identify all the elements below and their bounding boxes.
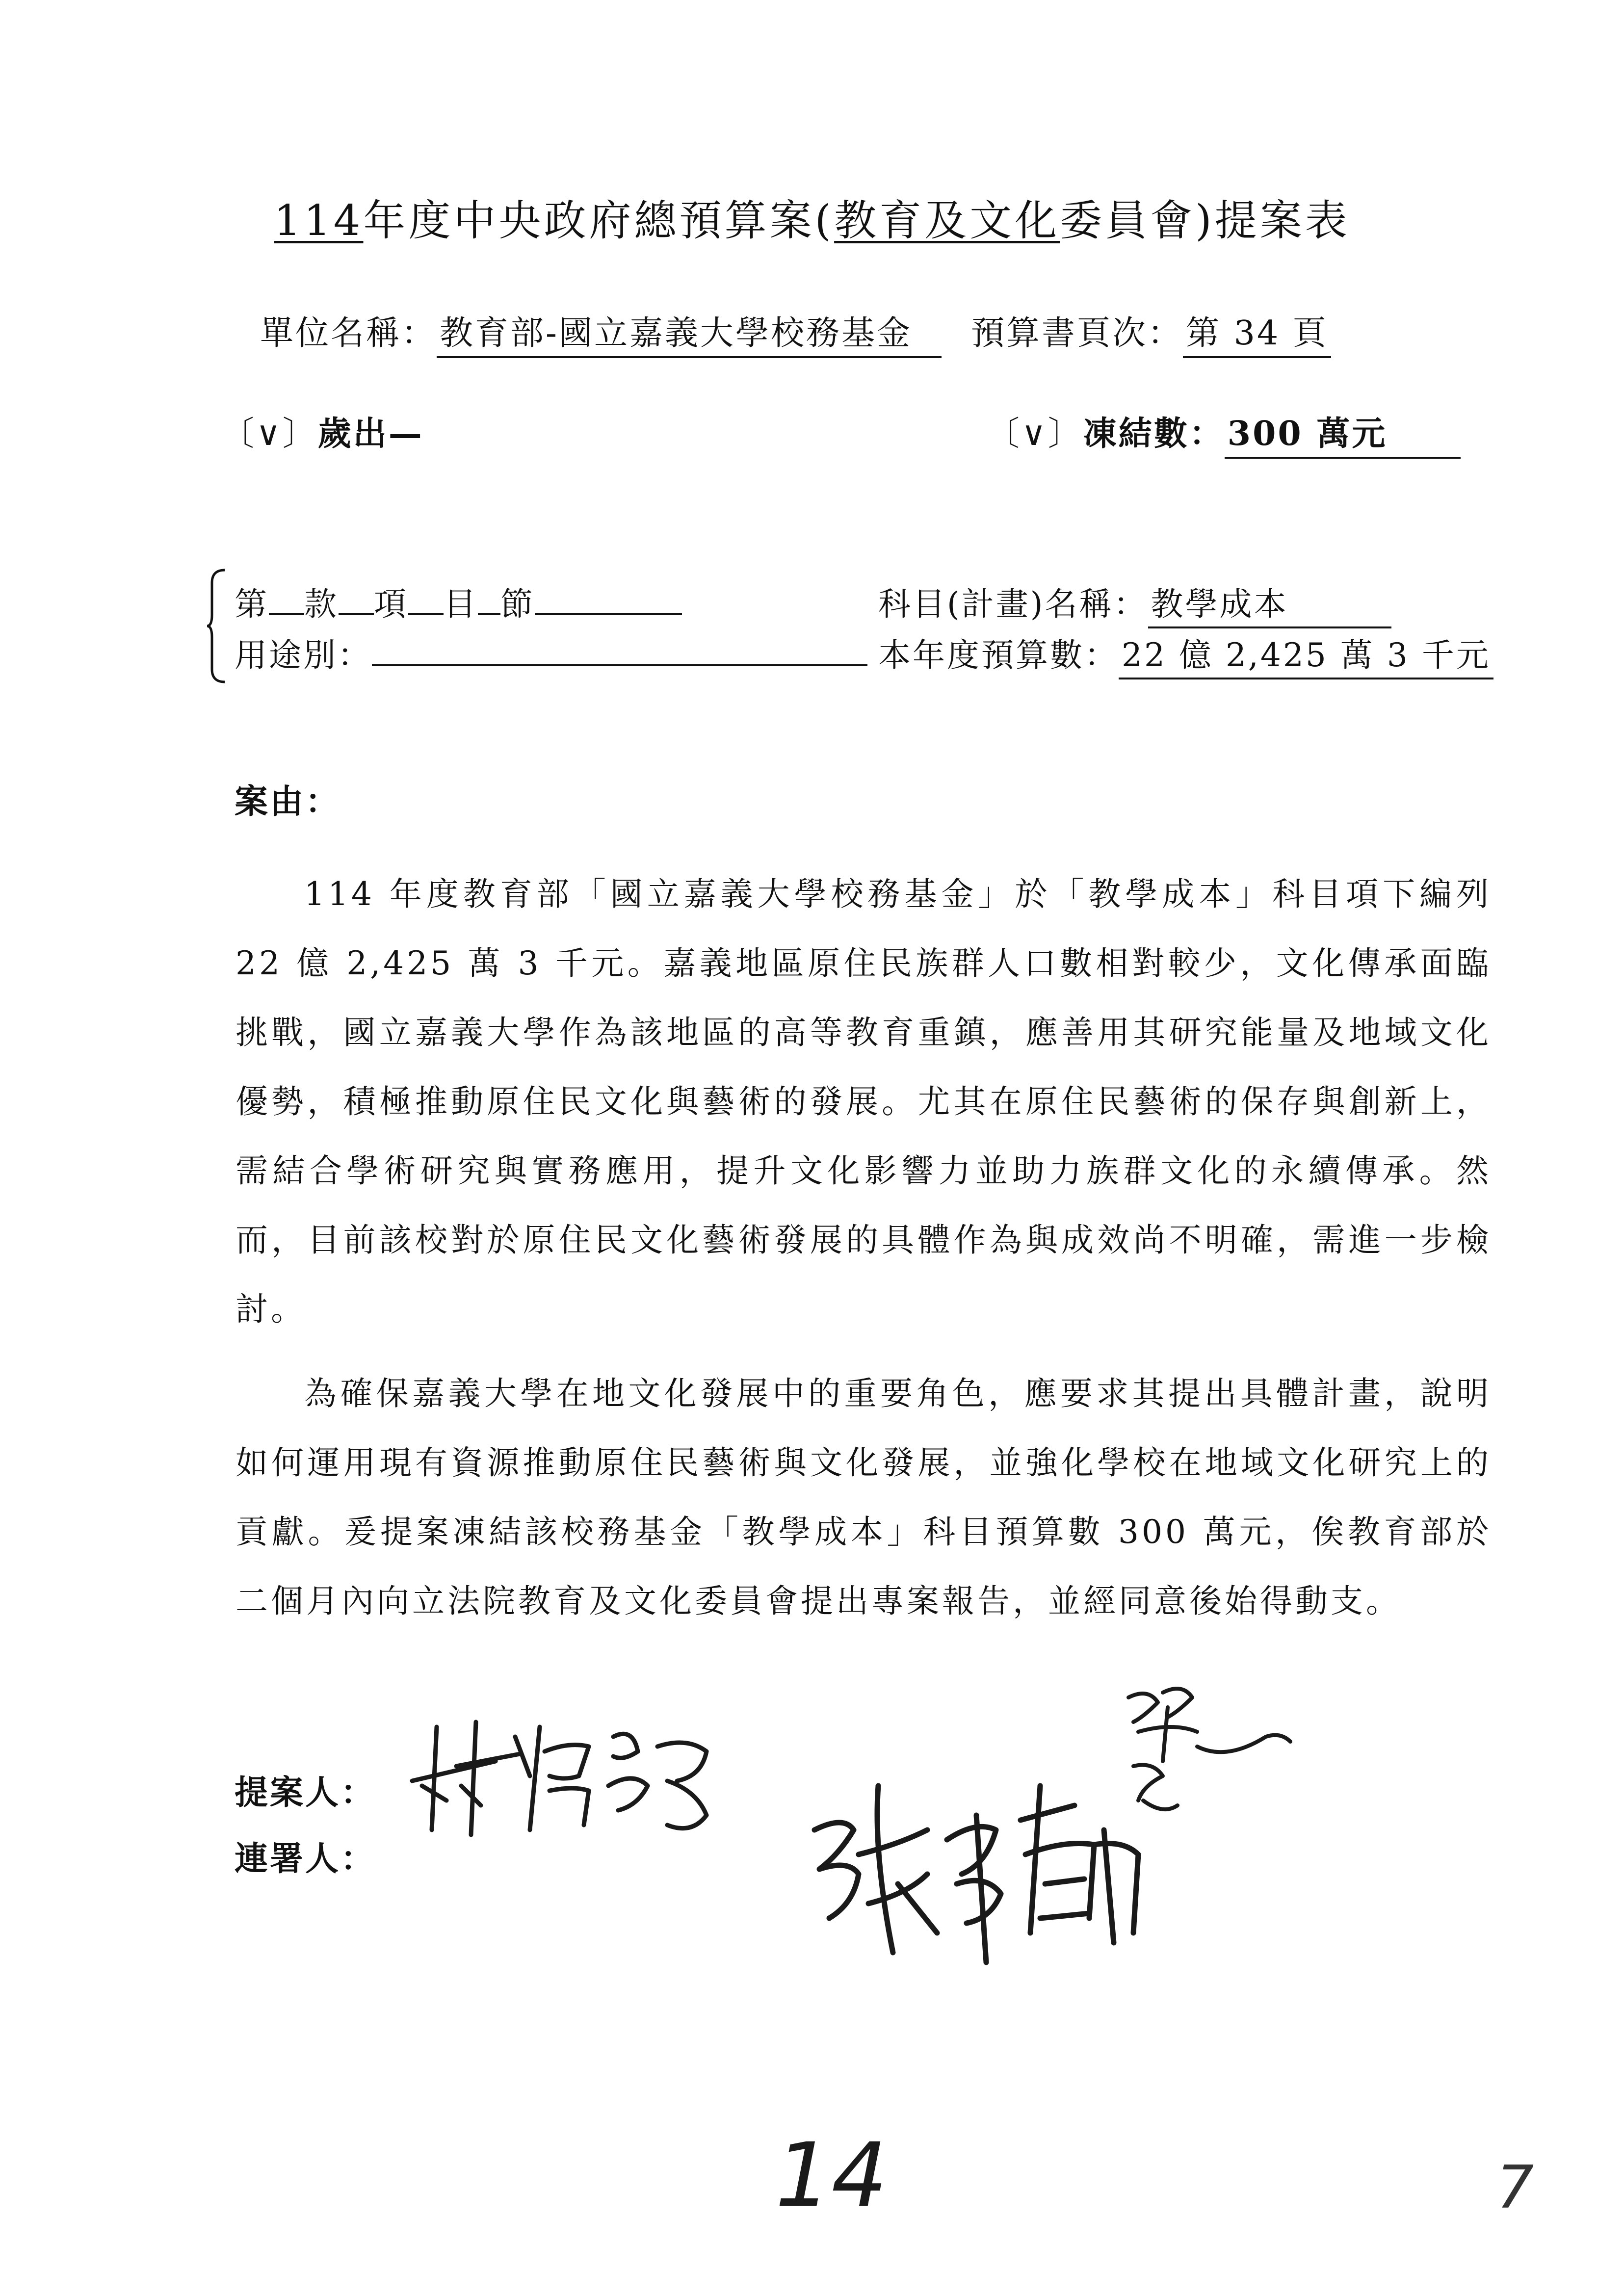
corner-mark: 7 bbox=[1496, 2154, 1534, 2222]
title-committee: 教育及文化 bbox=[834, 196, 1060, 245]
proposer-label: 提案人： bbox=[235, 1773, 376, 1812]
kuan-label: 款 bbox=[304, 585, 339, 623]
page-value: 第 34 頁 bbox=[1183, 307, 1331, 358]
cosigner-label: 連署人： bbox=[235, 1839, 376, 1879]
unit-value: 教育部-國立嘉義大學校務基金 bbox=[437, 307, 942, 358]
page-number: 14 bbox=[775, 2124, 888, 2227]
page-label: 預算書頁次： bbox=[971, 314, 1183, 353]
title-part1: 年度中央政府總預算案( bbox=[363, 196, 835, 245]
unit-line bbox=[260, 307, 1331, 358]
reason-heading: 案由： bbox=[235, 782, 341, 821]
expense-flag bbox=[221, 407, 424, 455]
classification-row bbox=[235, 578, 682, 625]
reason-paragraph-1: 114 年度教育部「國立嘉義大學校務基金」於「教學成本」科目項下編列 22 億 2,425 萬 3 千元。嘉義地區原住民族群人口數相對較少，文化傳承面臨挑戰，國立嘉義大學作為該地區的高等教育重鎮，應善用其研究能量及地域文化優勢，積極推動原住民文化與藝術的發展。尤其在原住民藝術的保存與創新上，需結合學術研究與實務應用，提升文化影響力並助力族群文化的永續傳承。然而，目前該校對於原住民文化藝術發展的具體作為與成效尚不明確，需進一步檢討。 bbox=[236, 875, 1492, 1328]
freeze-flag bbox=[986, 407, 1461, 459]
left-brace bbox=[206, 568, 226, 684]
usage-label: 用途別： bbox=[235, 636, 372, 674]
unit-label: 單位名稱： bbox=[260, 314, 437, 353]
handwritten-mark bbox=[1114, 1678, 1310, 1776]
budget-label: 本年度預算數： bbox=[878, 636, 1119, 674]
subject-row bbox=[878, 578, 1391, 628]
subject-label: 科目(計畫)名稱： bbox=[878, 585, 1148, 623]
di-label: 第 bbox=[235, 585, 269, 623]
proposer-signature bbox=[402, 1707, 746, 1845]
usage-row bbox=[235, 629, 867, 676]
budget-value: 22 億 2,425 萬 3 千元 bbox=[1119, 629, 1493, 679]
cosigner-signature bbox=[800, 1756, 1182, 1992]
reason-paragraph-2: 為確保嘉義大學在地文化發展中的重要角色，應要求其提出具體計畫，說明如何運用現有資源推動原住民藝術與文化發展，並強化學校在地域文化研究上的貢獻。爰提案凍結該校務基金「教學成本」科目預算數 300 萬元，俟教育部於二個月內向立法院教育及文化委員會提出專案報告，並經同意後始得動支。 bbox=[236, 1375, 1492, 1620]
freeze-label: 凍結數： bbox=[1083, 414, 1225, 453]
jie-label: 節 bbox=[500, 585, 535, 623]
page-title bbox=[0, 186, 1624, 247]
budget-row bbox=[878, 629, 1493, 679]
expense-check: 〔∨〕 bbox=[221, 415, 318, 453]
freeze-check: 〔∨〕 bbox=[986, 415, 1083, 453]
subject-value: 教學成本 bbox=[1148, 578, 1391, 628]
title-year: 114 bbox=[274, 196, 364, 245]
mu-label: 目 bbox=[444, 585, 478, 623]
xiang-label: 項 bbox=[374, 585, 408, 623]
freeze-value: 300 萬元 bbox=[1225, 407, 1461, 459]
expense-label: 歲出— bbox=[317, 414, 424, 453]
title-part2: 委員會)提案表 bbox=[1060, 196, 1350, 245]
